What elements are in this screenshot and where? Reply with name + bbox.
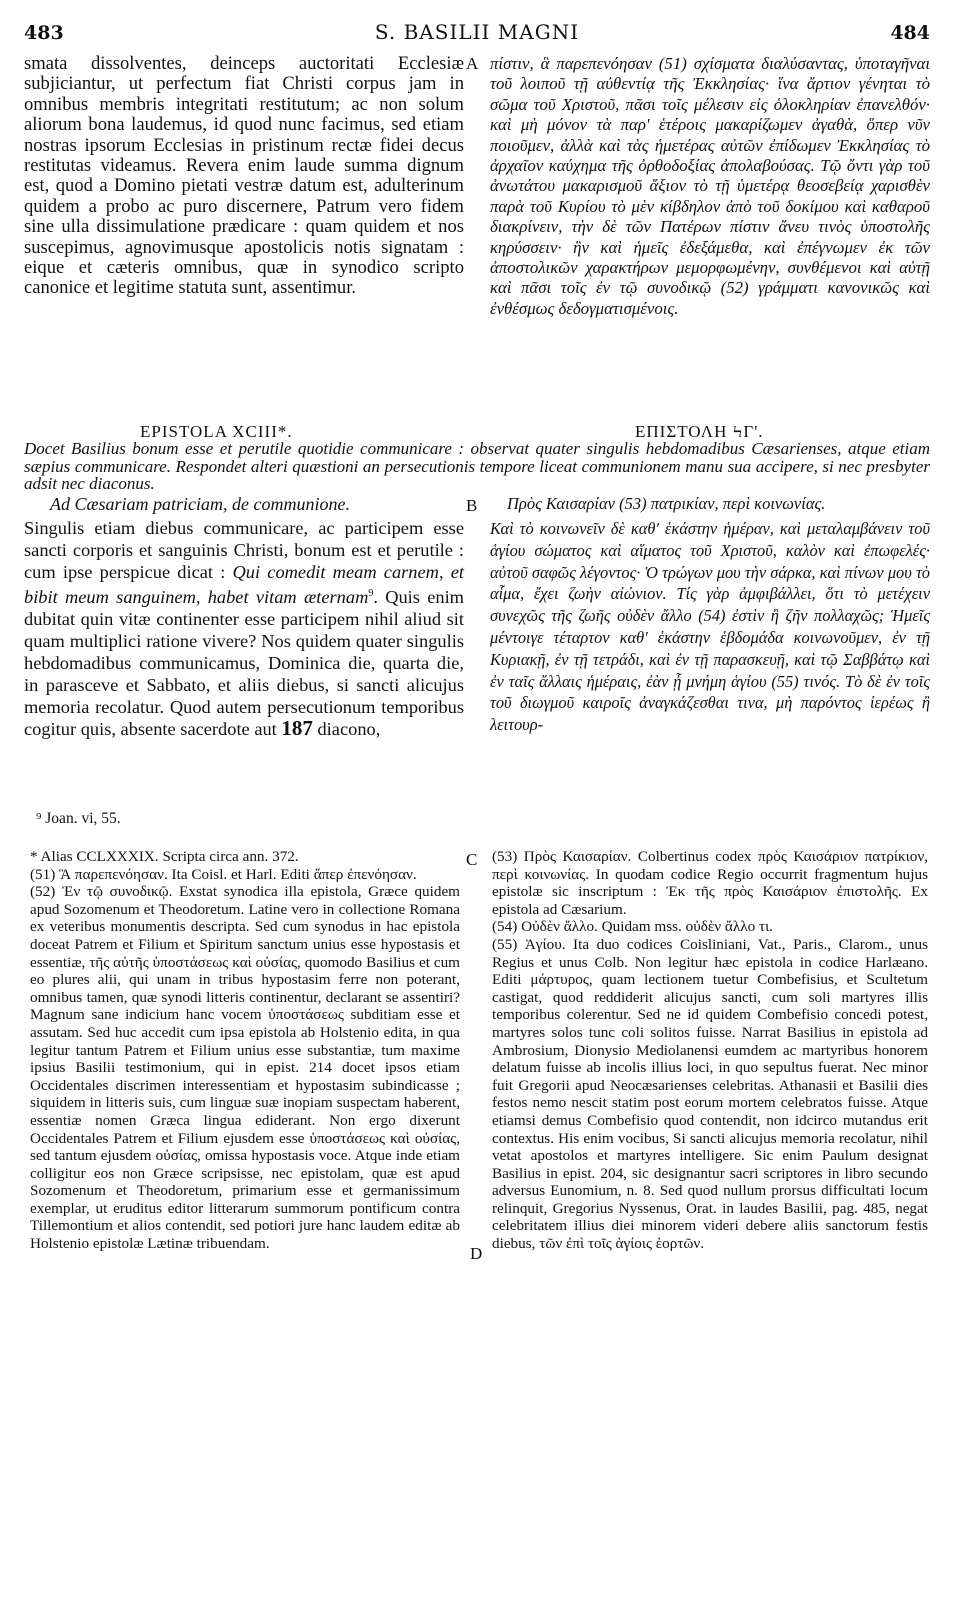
note-52: (52) Ἐν τῷ συνοδικῷ. Exstat synodica illa epistola, Græce quidem apud Sozomenum et Theodoretum. Latine vero in collectione Romana ex veteribus monumentis descripta. Sed cum synodus in hac epistola doceat Patrem et Filium et Spiritum sanctum unius esse hypostasis et essentiæ, τῆς αὐτῆς ὑποστάσεως καὶ οὐσίας, quomodo Basilius et cum eo plures alii, qui unam in tribus hypostasim ferre non poterant, omnibus tamen, quæ synodi litteris continentur, declarant se assentiri? Magnum sane indicium hanc vocem ὑποστάσεως subditiam esse et assutam. Sed huc accedit cum ipsa epistola ab Holstenio edita, in qua legitur tantum Patrem et Filium unius esse substantiæ, tum maxime ipsius Basilii testimonium, qui in epist. 214 docet ipsos etiam Occidentales discrimen interessentiam et hypostasim subindicasse ; siquidem in litteris suis, cum linguæ suæ inopiam suspectam haberent, essentiæ nomen Græca lingua ediderant. Non ergo dixerunt Occidentales Patrem et Filium ejusdem esse ὑποστάσεως καὶ οὐσίας, sed tantum ejusdem οὐσίας, omissa hypostasis voce. Atque inde etiam colligitur eos non Græce scripsisse, nec epistolam, quæ est apud Sozomenum et Theodoretum, primarium esse et germanissimum exemplar, ut eruditus editor litterarum summorum pontificum contra Tillemontium et alios contendit, sed potiori jure hanc laudem editæ ab Holstenio epistolæ Lætinæ tribuendam. — [30, 883, 460, 1253]
notes-right-column — [492, 848, 928, 1253]
margin-marker-b: B — [466, 496, 478, 515]
epistle-title-latin: EPISTOLA XCIII*. — [140, 422, 293, 441]
latin-body — [24, 518, 464, 741]
margin-marker-a: A — [466, 54, 479, 73]
edition-page-number: 187 — [281, 716, 313, 741]
scripture-quote: Qui comedit meam carnem, et bibit meum sanguinem, habet vitam æternam — [24, 561, 464, 608]
margin-marker-d: D — [470, 1244, 483, 1263]
latin-text-top: smata dissolventes, deinceps auctoritati Ecclesiæ subjiciantur, ut perfectum fiat Christi corpus jam in omnibus membris integritati restitutum; ac non solum aliorum bona laudemus, id quod nunc facimus, sed etiam nostras ipsorum Ecclesias in pristinum rectæ fidei decus restitutas videamus. Revera enim laude summa dignum est, quod a Domino pietati vestræ datum est, adulterinum quidem a probo ac puro discernere, Patrum vero fidem sine ulla dissimulatione prædicare : quam quidem et nos suscepimus, agnovimusque apostolicis notis signatam : eique et cæteris omnibus, quæ in synodico scripto canonice et legitime statuta sunt, assentimur. — [24, 53, 464, 299]
note-53: (53) Πρὸς Καισαρίαν. Colbertinus codex πρὸς Καισάριον πατρίκιον, περὶ κοινωνίας. In quodam codice Regio occurrit fragmentum hujus epistolæ sic inscriptum : Ἐκ τῆς πρὸς Καισάριον ἐπιστολῆς. Ex epistola ad Cæsarium. — [492, 848, 928, 918]
page-number-right: 484 — [890, 22, 930, 44]
epistle-title-greek: ΕΠΙΣΤΟΛΗ ϞΓ'. — [635, 422, 764, 441]
note-55: (55) Ἁγίου. Ita duo codices Coisliniani, Vat., Paris., Clarom., unus Regius et unus Colb. Non legitur hæc epistola in codice Harlæano. Editi μάρτυρος, quam lectionem tuetur Combefisius, et Scultetum castigat, quod reddiderit alicujus sancti, cum soli martyres illis temporibus colerentur. Sed ne id quidem Combefisio concedi potest, martyres solos tunc coli solitos fuisse. Narrat Basilius in epistola ad Ambrosium, Dionysio Mediolanensi eumdem ac martyribus honorem delatum fuisse ab incolis illius loci, in quo sepultus fuerat. Nec minor fuit Gregorii apud Neocæsarienses celebritas. Athanasii et Basilii dies festos nemo nescit statim post eorum mortem celebratos fuisse. Atque etiamsi demus Combefisio quod contendit, non idcirco mutandus erit contextus. His enim vocibus, Si sancti alicujus memoria recolatur, nihil vetat apostolos et martyres intelligere. Sic enim Paulum designat Basilius in epist. 204, sic designantur sacri scriptores in libro secundo adversus Eunomium, n. 8. Sed quod nullum prorsus difficultati locum relinquit, Gregorius Nyssenus, Orat. in laudes Basilii, pag. 485, negat celebritatem illius diei minorem videri debere aliis sanctorum festis diebus, τῶν ἐπὶ τοῖς ἁγίοις ἑορτῶν. — [492, 935, 928, 1253]
running-title: S. BASILII MAGNI — [374, 20, 580, 44]
latin-body-part1: Singulis etiam diebus communicare, ac participem esse sancti corporis et sanguinis Christi, bonum est et perutile : cum ipse perspicue dicat : — [24, 518, 464, 582]
latin-body-part3: diacono, — [312, 719, 381, 740]
greek-text-top: πίστιν, ἃ παρεπενόησαν (51) σχίσματα διαλύσαντας, ὑποταγῆναι τοῦ λοιποῦ τῇ αὐθεντίᾳ τῆς Ἐκκλησίας· ἵνα ἄρτιον γένηται τὸ σῶμα τοῦ Χριστοῦ, πᾶσι τοῖς μέλεσιν εἰς ὁλοκληρίαν ἐπανελθόν· καὶ μὴ μόνον τὰ παρ' ἑτέροις μακαρίζωμεν ἀγαθὰ, ὅπερ νῦν ποιοῦμεν, ἀλλὰ καὶ τὰς ἡμετέρας αὐτῶν ἐπίδωμεν Ἐκκλησίας τὸ ἀρχαῖον καύχημα τῆς ὀρθοδοξίας ἀπολαβούσας. Τῷ ὄντι γὰρ τοῦ ἀνωτάτου μακαρισμοῦ ἄξιον τὸ τῇ ὑμετέρᾳ θεοσεβείᾳ χαρισθὲν παρὰ τοῦ Κυρίου τὸ μὲν κίβδηλον ἀπὸ τοῦ δοκίμου καὶ καθαροῦ διακρίνειν, τὴν δὲ τῶν Πατέρων πίστιν ἄνευ τινὸς ὑποστολῆς κηρύσσειν· ἣν καὶ ἡμεῖς ἐδεξάμεθα, καὶ ἐπέγνωμεν ἐκ τῶν ἀποστολικῶν χαρακτήρων μεμορφωμένην, συνθέμενοι καὶ αὐτῇ καὶ πᾶσι τοῖς ἐν τῷ συνοδικῷ (52) γράμματι κανονικῶς καὶ ἐνθέσμως δεδογματισμένοις. — [490, 54, 930, 318]
footnote-ref: 9 — [368, 588, 374, 600]
latin-body-part2: . Quis enim dubitat quin vitæ continenter esse participem nihil aliud sit quam multiplici ratione vivere? Nos quidem quater singulis hebdomadibus communicamus, Dominica die, quarta die, in parasceve et Sabbato, et aliis diebus, si sancti alicujus memoria recolatur. Quod autem persecutionum temporibus cogitur quis, absente sacerdote aut — [24, 587, 464, 740]
note-54: (54) Οὐδὲν ἄλλο. Quidam mss. οὐδὲν ἄλλο τι. — [492, 918, 773, 936]
page-header — [24, 14, 930, 48]
page-number-left: 483 — [24, 22, 64, 44]
epistle-summary: Docet Basilius bonum esse et perutile quotidie communicare : observat quater singulis hebdomadibus Cæsarienses, atque etiam sæpius communicare. Respondet alteri quæstioni an persecutionis tempore liceat communionem manu sua accipere, si nec presbyter adsit nec diaconus. — [24, 439, 930, 493]
greek-body: Καὶ τὸ κοινωνεῖν δὲ καθ' ἑκάστην ἡμέραν, καὶ μεταλαμβάνειν τοῦ ἁγίου σώματος καὶ αἵματος τοῦ Χριστοῦ, καλὸν καὶ ἐπωφελές· αὐτοῦ σαφῶς λέγοντος· Ὁ τρώγων μου τὴν σάρκα, καὶ πίνων μου τὸ αἷμα, ἔχει ζωὴν αἰώνιον. Τίς γὰρ ἀμφιβάλλει, ὅτι τὸ μετέχειν συνεχῶς τῆς ζωῆς οὐδὲν ἄλλο (54) ἐστὶν ἢ ζῆν πολλαχῶς; Ἡμεῖς μέντοιγε τέταρτον καθ' ἑκάστην ἑβδομάδα κοινωνοῦμεν, ἐν τῇ Κυριακῇ, ἐν τῇ τετράδι, καὶ ἐν τῇ παρασκευῇ, καὶ τῷ Σαββάτῳ καὶ ἐν ταῖς ἄλλαις ἡμέραις, ἐὰν ᾖ μνήμη ἁγίου (55) τινός. Τὸ δὲ ἐν τοῖς τοῦ διωγμοῦ καιροῖς ἀναγκάζεσθαι τινα, μὴ παρόντος ἱερέως ἢ λειτουρ- — [490, 519, 930, 735]
latin-address: Ad Cæsariam patriciam, de communione. — [50, 494, 350, 514]
notes-left-column — [30, 848, 460, 1253]
footnote-scripture: ⁹ Joan. vi, 55. — [36, 810, 121, 827]
note-51: (51) Ἃ παρεπενόησαν. Ita Coisl. et Harl. Editi ἄπερ ἐπενόησαν. — [30, 865, 417, 883]
margin-marker-c: C — [466, 850, 478, 869]
note-alias: * Alias CCLXXXIX. Scripta circa ann. 372. — [30, 848, 299, 865]
greek-address: Πρὸς Καισαρίαν (53) πατρικίαν, περὶ κοινωνίας. — [507, 494, 826, 513]
